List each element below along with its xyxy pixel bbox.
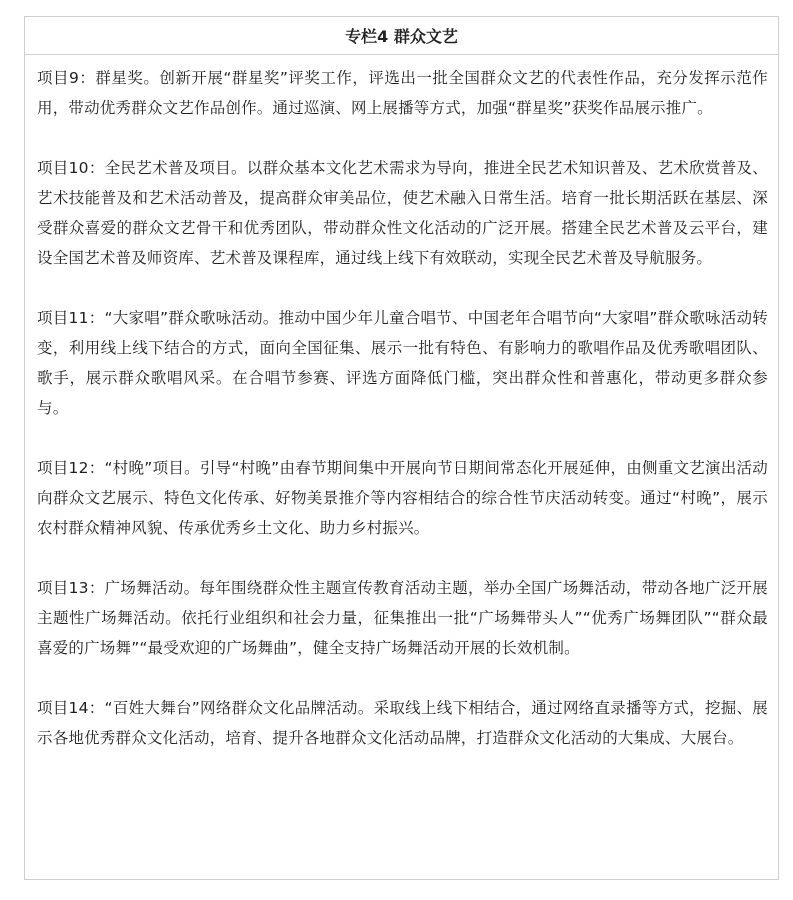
- project-item-13: 项目13：广场舞活动。每年围绕群众性主题宣传教育活动主题，举办全国广场舞活动，带动各地广泛开展主题性广场舞活动。依托行业组织和社会力量，征集推出一批“广场舞带头人”“优秀广场舞团队”“群众最喜爱的广场舞”“最受欢迎的广场舞曲”，健全支持广场舞活动开展的长效机制。: [37, 579, 768, 657]
- project-item-9: 项目9：群星奖。创新开展“群星奖”评奖工作，评选出一批全国群众文艺的代表性作品，充分发挥示范作用，带动优秀群众文艺作品创作。通过巡演、网上展播等方式，加强“群星奖”获奖作品展示推广。: [37, 69, 768, 117]
- column-title: 专栏4 群众文艺: [25, 17, 778, 55]
- project-item-11: 项目11：“大家唱”群众歌咏活动。推动中国少年儿童合唱节、中国老年合唱节向“大家唱”群众歌咏活动转变，利用线上线下结合的方式，面向全国征集、展示一批有特色、有影响力的歌唱作品及优秀歌唱团队、歌手，展示群众歌唱风采。在合唱节参赛、评选方面降低门槛，突出群众性和普惠化，带动更多群众参与。: [37, 309, 768, 417]
- column-box: [24, 16, 779, 880]
- column-body: [25, 63, 778, 753]
- project-item-14: 项目14：“百姓大舞台”网络群众文化品牌活动。采取线上线下相结合，通过网络直录播等方式，挖掘、展示各地优秀群众文化活动，培育、提升各地群众文化活动品牌，打造群众文化活动的大集成、大展台。: [37, 699, 768, 747]
- project-item-12: 项目12：“村晚”项目。引导“村晚”由春节期间集中开展向节日期间常态化开展延伸，由侧重文艺演出活动向群众文艺展示、特色文化传承、好物美景推介等内容相结合的综合性节庆活动转变。通过“村晚”，展示农村群众精神风貌、传承优秀乡土文化、助力乡村振兴。: [37, 459, 768, 537]
- project-item-10: 项目10：全民艺术普及项目。以群众基本文化艺术需求为导向，推进全民艺术知识普及、艺术欣赏普及、艺术技能普及和艺术活动普及，提高群众审美品位，使艺术融入日常生活。培育一批长期活跃在基层、深受群众喜爱的群众文艺骨干和优秀团队，带动群众性文化活动的广泛开展。搭建全民艺术普及云平台，建设全国艺术普及师资库、艺术普及课程库，通过线上线下有效联动，实现全民艺术普及导航服务。: [37, 159, 768, 267]
